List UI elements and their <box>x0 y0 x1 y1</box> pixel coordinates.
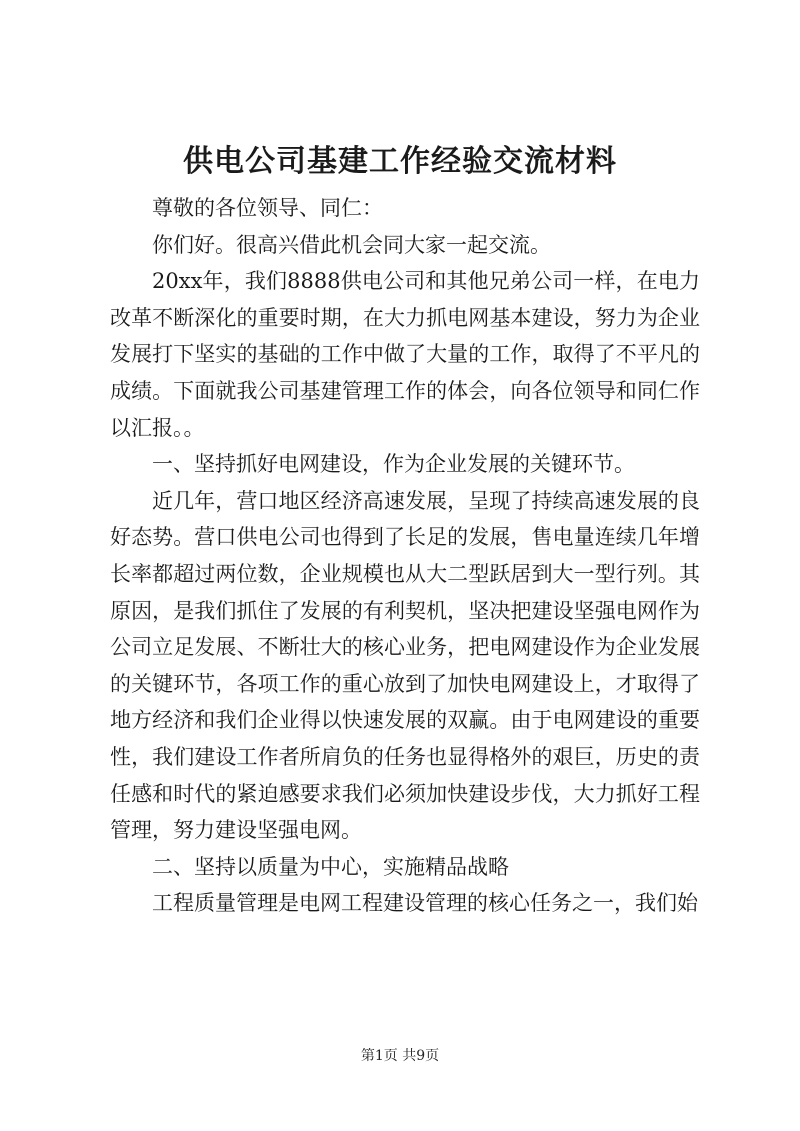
page-footer: 第1页 共9页 <box>360 1048 440 1064</box>
greeting-paragraph: 尊敬的各位领导、同仁： <box>152 196 383 220</box>
section-2-paragraph: 工程质量管理是电网工程建设管理的核心任务之一，我们始 <box>152 891 698 916</box>
section-1-paragraph: 近几年，营口地区经济高速发展，呈现了持续高速发展的良好态势。营口供电公司也得到了长足的发展，售电量连续几年增长率都超过两位数，企业规模也从大二型跃居到大一型行列。其原因，是我们抓住了发展的有利契机，坚决把建设坚强电网作为公司立足发展、不断壮大的核心业务，把电网建设作为企业发展的关键环节，各项工作的重心放到了加快电网建设上，才取得了地方经济和我们企业得以快速发展的双赢。由于电网建设的重要性，我们建设工作者所肩负的任务也显得格外的艰巨，历史的责任感和时代的紧迫感要求我们必须加快建设步伐，大力抓好工程管理，努力建设坚强电网。 <box>110 488 700 843</box>
section-heading-1: 一、坚持抓好电网建设，作为企业发展的关键环节。 <box>152 452 635 477</box>
document-title: 供电公司基建工作经验交流材料 <box>183 144 617 179</box>
intro-paragraph: 20xx年，我们8888供电公司和其他兄弟公司一样，在电力改革不断深化的重要时期，在大力抓电网基本建设，努力为企业发展打下坚实的基础的工作中做了大量的工作，取得了不平凡的成绩。下面就我公司基建管理工作的体会，向各位领导和同仁作以汇报。。 <box>110 269 700 440</box>
opening-paragraph: 你们好。很高兴借此机会同大家一起交流。 <box>152 232 551 257</box>
section-heading-2: 二、坚持以质量为中心，实施精品战略 <box>152 854 509 879</box>
document-body <box>110 190 700 922</box>
